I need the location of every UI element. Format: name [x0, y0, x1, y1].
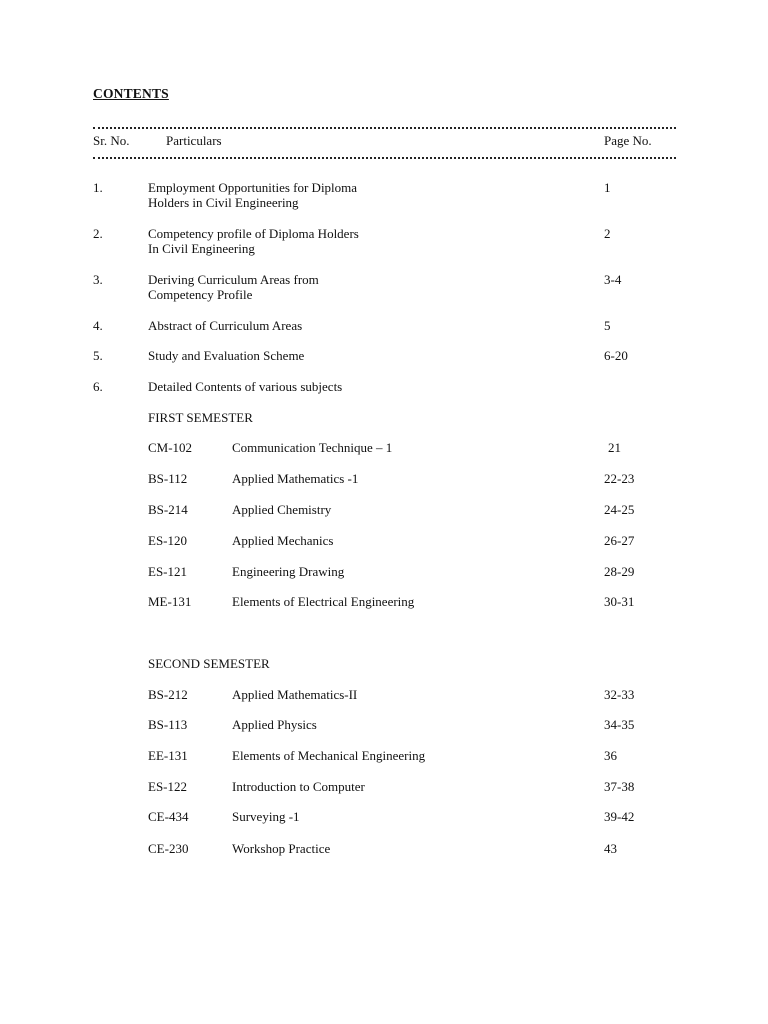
- subject-page: 28-29: [604, 564, 635, 579]
- subject-page: 26-27: [604, 533, 635, 548]
- first-semester-heading: FIRST SEMESTER: [148, 410, 253, 425]
- column-header-sr-no: Sr. No.: [93, 133, 130, 148]
- subject-title: Workshop Practice: [232, 841, 331, 856]
- subject-title: Elements of Electrical Engineering: [232, 594, 415, 609]
- subject-title: Communication Technique – 1: [232, 440, 393, 455]
- subject-code: BS-212: [148, 687, 188, 702]
- entry-title: Abstract of Curriculum Areas: [148, 318, 303, 333]
- subject-page: 34-35: [604, 717, 635, 732]
- header-top-divider: [93, 127, 676, 129]
- entry-number: 5.: [93, 348, 103, 363]
- second-semester-heading: SECOND SEMESTER: [148, 656, 270, 671]
- subject-code: BS-113: [148, 717, 188, 732]
- subject-page: 30-31: [604, 594, 635, 609]
- entry-title: Competency profile of Diploma Holders: [148, 226, 359, 241]
- entry-title: Employment Opportunities for Diploma: [148, 180, 358, 195]
- subject-page: 43: [604, 841, 617, 856]
- header-bottom-divider: [93, 157, 676, 159]
- subject-code: CM-102: [148, 440, 193, 455]
- subject-page: 39-42: [604, 809, 635, 824]
- entry-number: 4.: [93, 318, 103, 333]
- subject-code: ME-131: [148, 594, 192, 609]
- subject-page: 24-25: [604, 502, 635, 517]
- entry-page: 1: [604, 180, 611, 195]
- subject-title: Applied Mathematics -1: [232, 471, 359, 486]
- entry-title-line2: Holders in Civil Engineering: [148, 195, 299, 210]
- column-header-particulars: Particulars: [166, 133, 222, 148]
- subject-page: 22-23: [604, 471, 635, 486]
- subject-title: Introduction to Computer: [232, 779, 365, 794]
- subject-code: CE-230: [148, 841, 189, 856]
- subject-code: EE-131: [148, 748, 188, 763]
- entry-title: Study and Evaluation Scheme: [148, 348, 305, 363]
- subject-page: 32-33: [604, 687, 635, 702]
- subject-page: 36: [604, 748, 617, 763]
- entry-title: Deriving Curriculum Areas from: [148, 272, 319, 287]
- subject-title: Engineering Drawing: [232, 564, 345, 579]
- subject-title: Surveying -1: [232, 809, 300, 824]
- entry-number: 3.: [93, 272, 103, 287]
- entry-page: 3-4: [604, 272, 622, 287]
- subject-code: BS-214: [148, 502, 188, 517]
- subject-code: CE-434: [148, 809, 189, 824]
- subject-code: ES-122: [148, 779, 187, 794]
- subject-code: ES-120: [148, 533, 187, 548]
- entry-page: 6-20: [604, 348, 628, 363]
- subject-title: Applied Mathematics-II: [232, 687, 358, 702]
- subject-title: Applied Mechanics: [232, 533, 334, 548]
- entry-number: 1.: [93, 180, 103, 195]
- entry-title-line2: In Civil Engineering: [148, 241, 255, 256]
- entry-number: 6.: [93, 379, 103, 394]
- entry-page: 5: [604, 318, 611, 333]
- page-title: CONTENTS: [93, 86, 169, 101]
- subject-title: Applied Physics: [232, 717, 317, 732]
- subject-title: Elements of Mechanical Engineering: [232, 748, 426, 763]
- entry-number: 2.: [93, 226, 103, 241]
- subject-page: 21: [608, 440, 621, 455]
- entry-title: Detailed Contents of various subjects: [148, 379, 343, 394]
- subject-page: 37-38: [604, 779, 635, 794]
- subject-code: ES-121: [148, 564, 187, 579]
- subject-title: Applied Chemistry: [232, 502, 332, 517]
- subject-code: BS-112: [148, 471, 188, 486]
- column-header-page-no: Page No.: [604, 133, 652, 148]
- entry-page: 2: [604, 226, 611, 241]
- entry-title-line2: Competency Profile: [148, 287, 253, 302]
